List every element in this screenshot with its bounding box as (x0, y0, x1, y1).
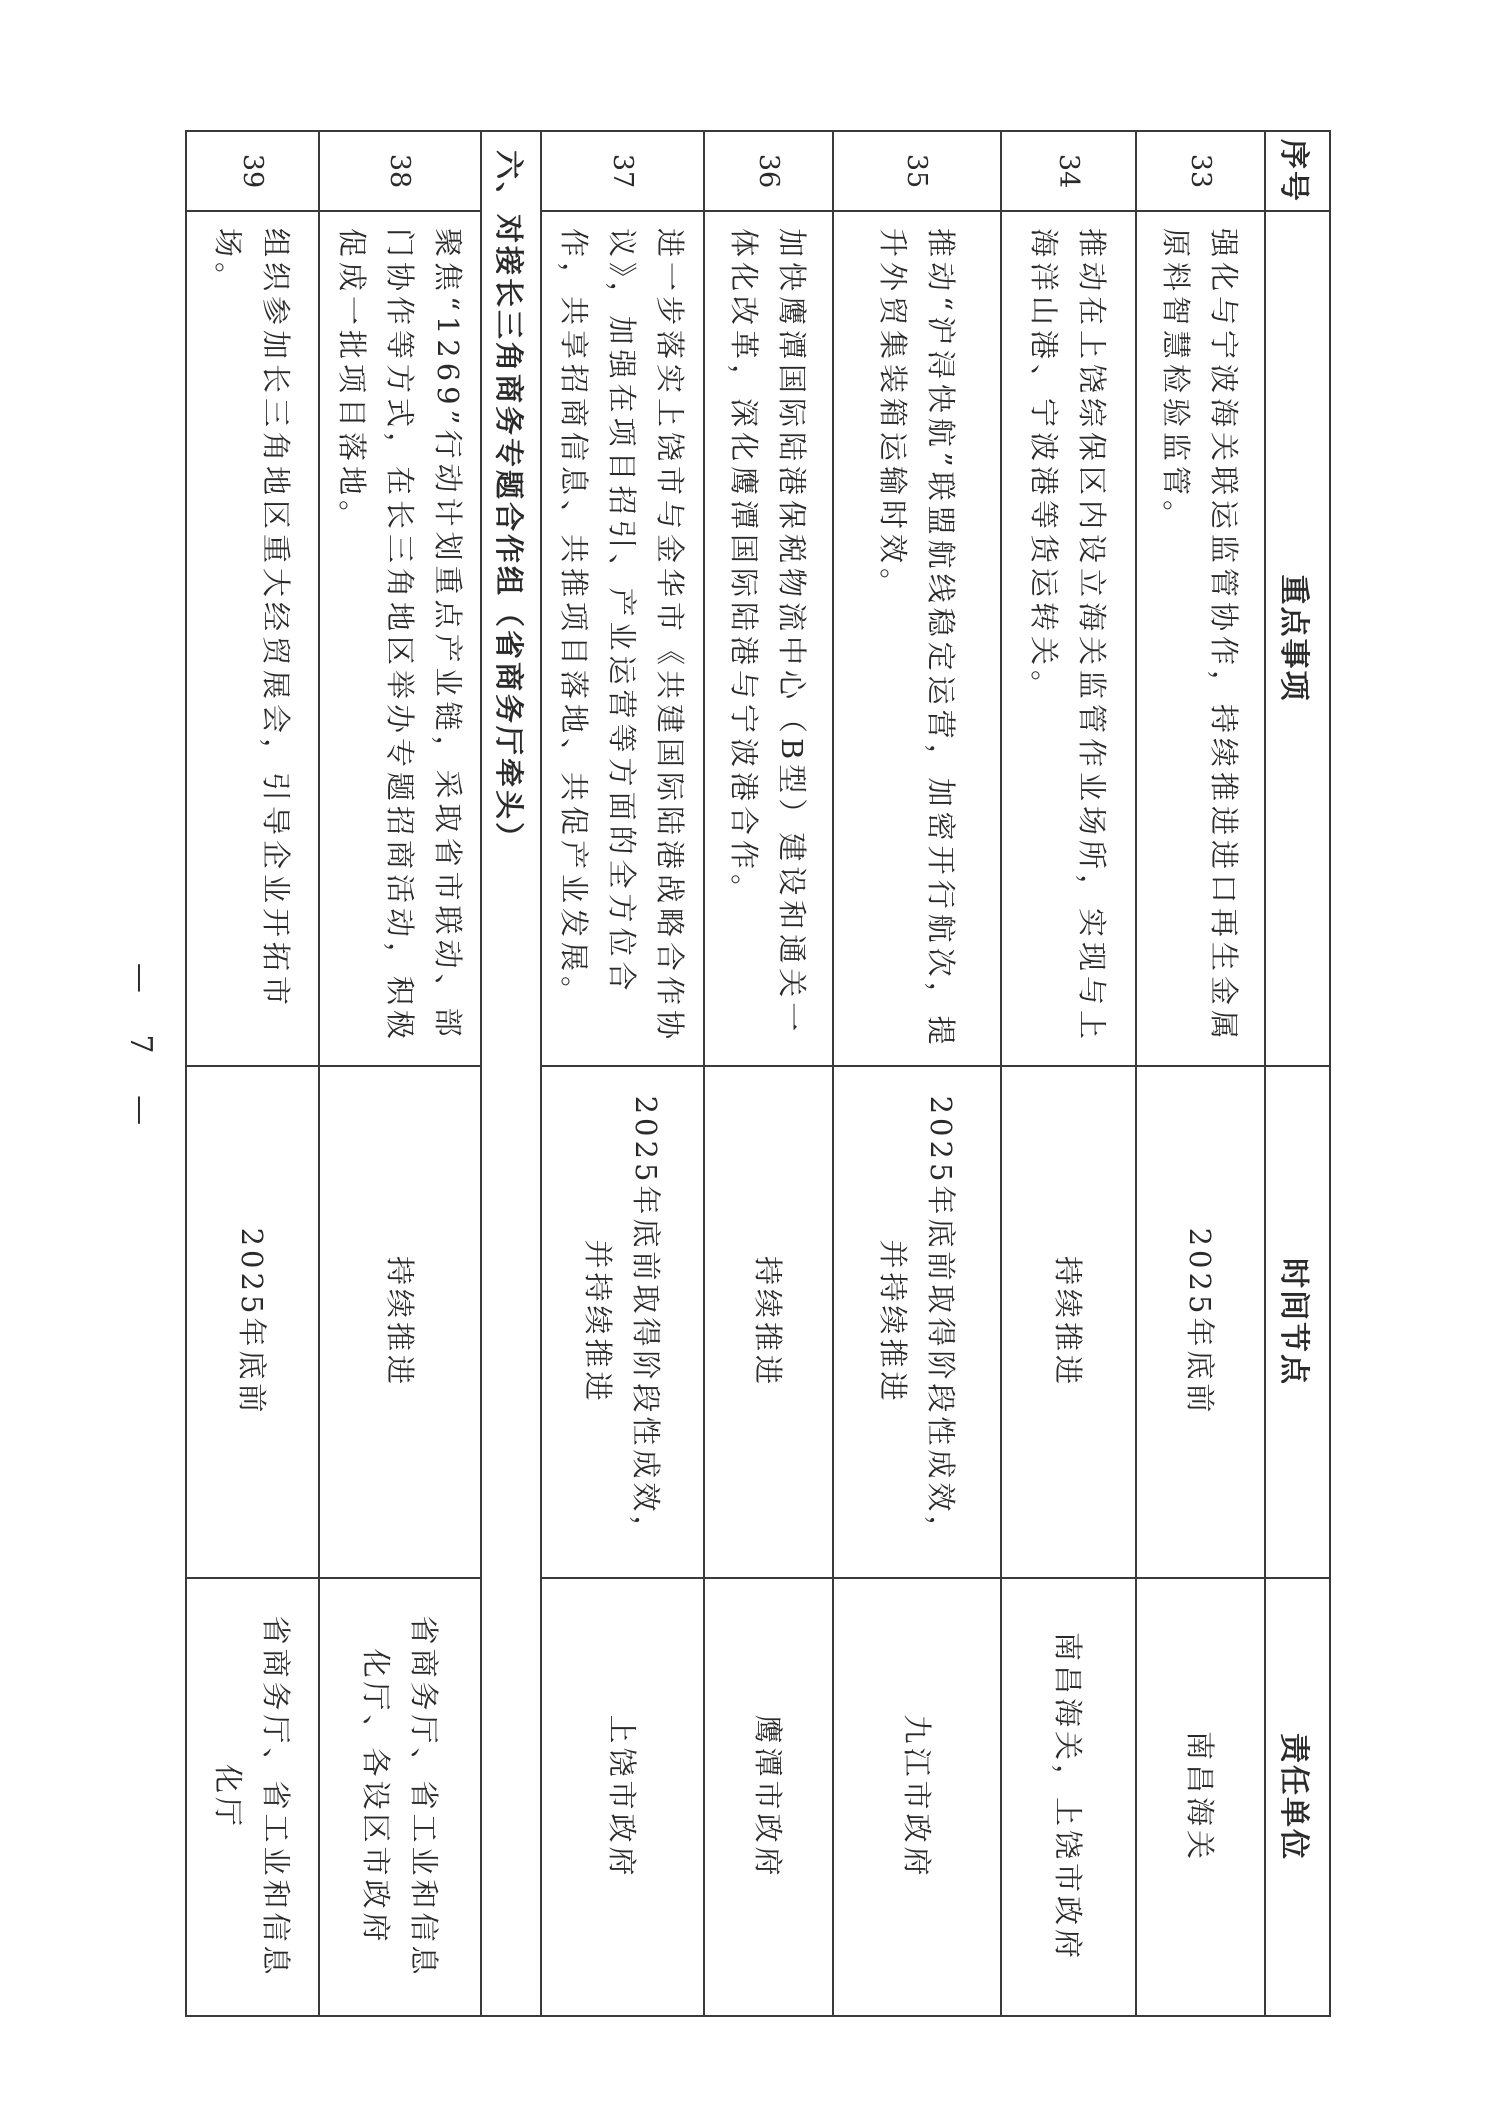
row-item: 推动“沪浔快航”联盟航线稳定运营，加密开行航次，提升外贸集装箱运输时效。 (833, 211, 1001, 1066)
row-num: 33 (1136, 131, 1265, 211)
table-row (186, 131, 319, 2016)
row-item: 强化与宁波海关联运监管协作，持续推进进口再生金属原料智慧检验监管。 (1136, 211, 1265, 1066)
table-row (1001, 131, 1136, 2016)
row-unit: 省商务厅、省工业和信息化厅 (186, 1578, 319, 2016)
row-unit: 南昌海关，上饶市政府 (1001, 1578, 1136, 2016)
row-time: 2025年底前 (186, 1066, 319, 1578)
row-item: 加快鹰潭国际陆港保税物流中心（B型）建设和通关一体化改革，深化鹰潭国际陆港与宁波港合作。 (704, 211, 833, 1066)
row-unit: 上饶市政府 (541, 1578, 704, 2016)
row-num: 39 (186, 131, 319, 211)
row-item: 推动在上饶综保区内设立海关监管作业场所，实现与上海洋山港、宁波港等货运转关。 (1001, 211, 1136, 1066)
row-num: 37 (541, 131, 704, 211)
row-time: 2025年底前 (1136, 1066, 1265, 1578)
row-unit: 南昌海关 (1136, 1578, 1265, 2016)
row-time: 持续推进 (1001, 1066, 1136, 1578)
task-table (185, 130, 1331, 2017)
header-time: 时间节点 (1265, 1066, 1330, 1578)
table-row (319, 131, 481, 2016)
row-time: 持续推进 (319, 1066, 481, 1578)
table-row (541, 131, 704, 2016)
row-num: 35 (833, 131, 1001, 211)
header-num: 序号 (1265, 131, 1330, 211)
row-unit: 鹰潭市政府 (704, 1578, 833, 2016)
section-title: 六、对接长三角商务专题合作组（省商务厅牵头） (481, 131, 541, 2016)
table-header-row (1265, 131, 1330, 2016)
row-num: 38 (319, 131, 481, 211)
page-number: — 7 — (123, 962, 158, 1142)
row-item: 组织参加长三角地区重大经贸展会，引导企业开拓市场。 (186, 211, 319, 1066)
table-row (704, 131, 833, 2016)
table-row (1136, 131, 1265, 2016)
row-time: 2025年底前取得阶段性成效，并持续推进 (833, 1066, 1001, 1578)
row-time: 2025年底前取得阶段性成效，并持续推进 (541, 1066, 704, 1578)
row-num: 36 (704, 131, 833, 211)
row-unit: 省商务厅、省工业和信息化厅、各设区市政府 (319, 1578, 481, 2016)
table-row (833, 131, 1001, 2016)
section-row (481, 131, 541, 2016)
row-item: 聚焦“1269”行动计划重点产业链，采取省市联动、部门协作等方式，在长三角地区举办专题招商活动，积极促成一批项目落地。 (319, 211, 481, 1066)
header-item: 重点事项 (1265, 211, 1330, 1066)
row-item: 进一步落实上饶市与金华市《共建国际陆港战略合作协议》，加强在项目招引、产业运营等方面的全方位合作，共享招商信息、共推项目落地、共促产业发展。 (541, 211, 704, 1066)
row-time: 持续推进 (704, 1066, 833, 1578)
header-unit: 责任单位 (1265, 1578, 1330, 2016)
row-unit: 九江市政府 (833, 1578, 1001, 2016)
row-num: 34 (1001, 131, 1136, 211)
